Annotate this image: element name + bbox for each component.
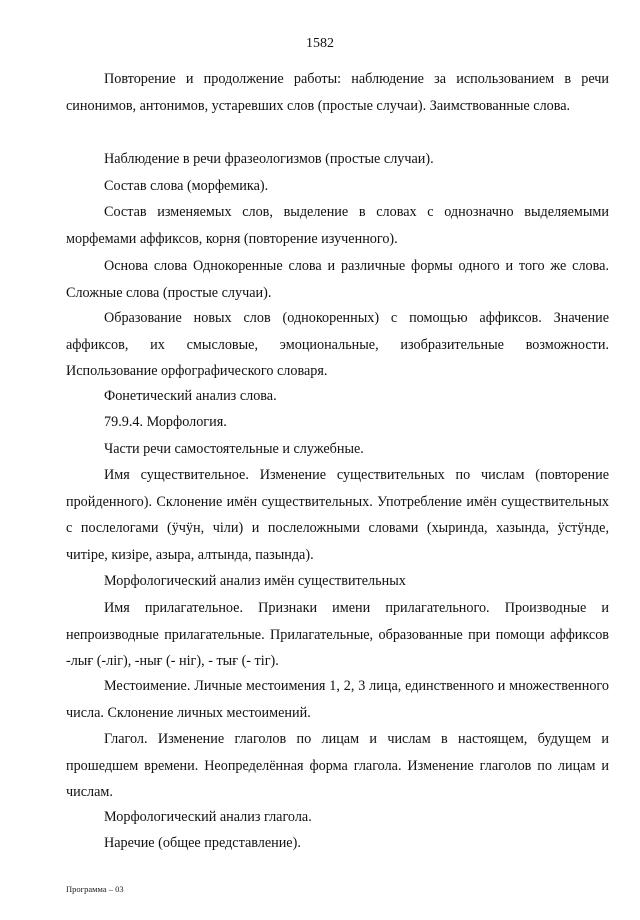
paragraph-phonetic: Фонетический анализ слова. <box>104 388 277 404</box>
paragraph-verb: Глагол. Изменение глаголов по лицам и числам в настоящем, будущем и прошедшем времени. Неопределённая форма глагола. Изменение глаголов по лицам и числам. <box>66 731 609 800</box>
paragraph-word-formation: Образование новых слов (однокоренных) с помощью аффиксов. Значение аффиксов, их смысловые, эмоциональные, изобразительные возможности. Использование орфографического словаря. <box>66 310 609 379</box>
paragraph-morphemics: Состав слова (морфемика). <box>104 178 269 194</box>
paragraph-repetition: Повторение и продолжение работы: наблюдение за использованием в речи синонимов, антонимов, устаревших слов (простые случаи). Заимствованные слова. <box>66 71 609 114</box>
paragraph-adjective: Имя прилагательное. Признаки имени прилагательного. Производные и непроизводные прилагательные. Прилагательные, образованные при помощи аффиксов -лығ (-ліг), -нығ (- ніг), - тығ (- тіг). <box>66 600 609 669</box>
paragraph-verb-analysis: Морфологический анализ глагола. <box>104 809 312 825</box>
paragraph-adverb: Наречие (общее представление). <box>104 835 301 851</box>
section-heading-morphology: 79.9.4. Морфология. <box>104 414 227 430</box>
paragraph-stem: Основа слова Однокоренные слова и различные формы одного и того же слова. Сложные слова (простые случаи). <box>66 258 609 301</box>
footer-label: Программа – 03 <box>66 884 124 894</box>
paragraph-phraseology: Наблюдение в речи фразеологизмов (простые случаи). <box>104 151 434 167</box>
paragraph-word-structure: Состав изменяемых слов, выделение в словах с однозначно выделяемыми морфемами аффиксов, корня (повторение изученного). <box>66 204 609 247</box>
paragraph-pronoun: Местоимение. Личные местоимения 1, 2, 3 лица, единственного и множественного числа. Склонение личных местоимений. <box>66 678 609 721</box>
paragraph-noun: Имя существительное. Изменение существительных по числам (повторение пройденного). Склонение имён существительных. Употребление имён существительных с послелогами (ӱчӱн, чіли) и послеложными словами (хыринда, хазында, ӱстӱнде, читіре, кизіре, азыра, алтында, пазында). <box>66 467 609 563</box>
paragraph-parts-of-speech: Части речи самостоятельные и служебные. <box>104 441 364 457</box>
page-number: 1582 <box>306 36 334 51</box>
paragraph-noun-analysis: Морфологический анализ имён существительных <box>104 573 406 589</box>
